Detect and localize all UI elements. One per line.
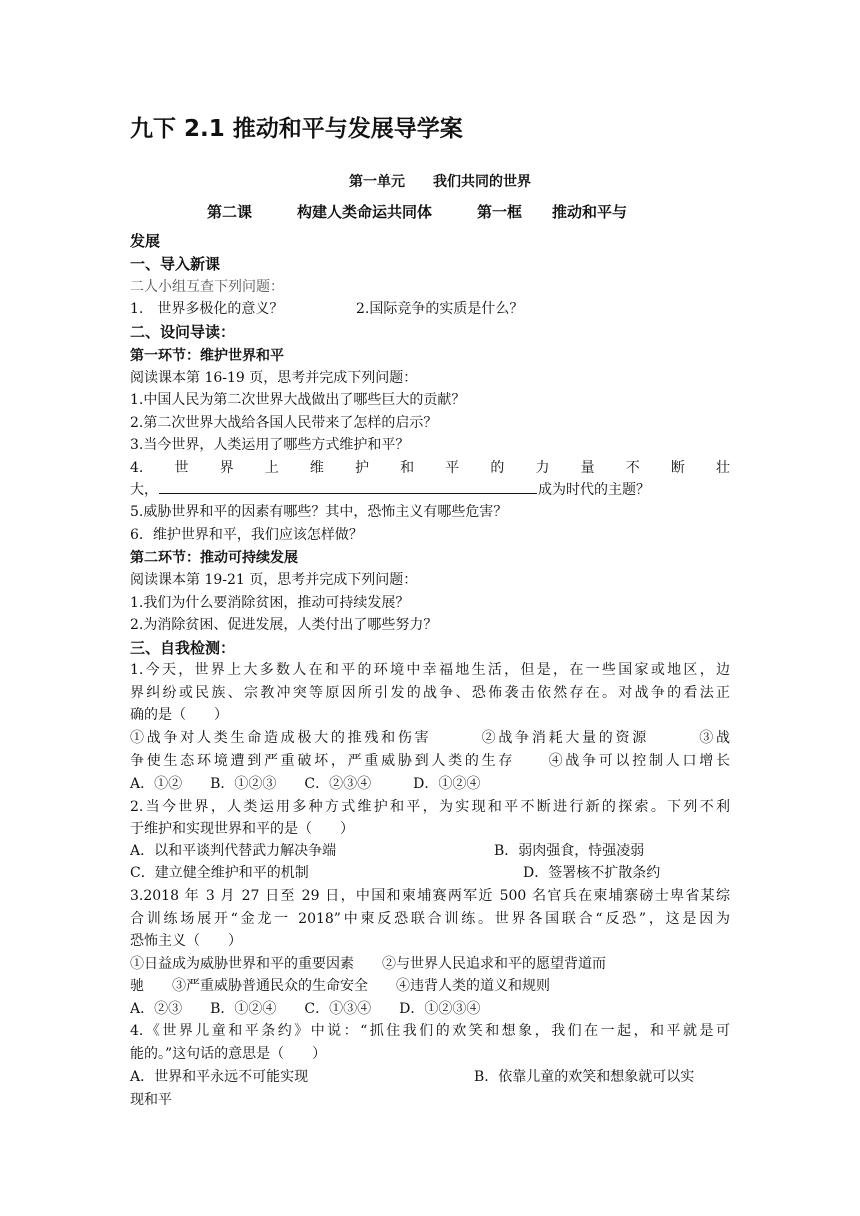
part1-q4-cont [130,479,730,501]
answer-blank[interactable] [159,479,537,494]
test-q3-line3: 恐怖主义（ ） [130,933,242,949]
test-q1-line2: 界纠纷或民族、宗教冲突等原因所引发的战争、恐佈袭击依然存在。对战争的看法正 [130,685,730,701]
test-q2-line2: 于维护和实现世界和平的是（ ） [130,821,354,837]
part1-q5: 5.威胁世界和平的因素有哪些？其中，恐怖主义有哪些危害？ [130,504,508,520]
document-title: 九下 2.1 推动和平与发展导学案 [130,116,463,142]
test-q1-choices: A．①② B．①②③ C．②③④ D．①②④ [130,776,481,792]
test-q4-option-b: B．依靠儿童的欢笑和想象就可以实 [474,1069,695,1085]
part2-q1: 1.我们为什么要消除贫困，推动可持续发展？ [130,595,410,611]
test-q2-option-d: D．签署核不扩散条约 [523,865,661,881]
part2-q2: 2.为消除贫困、促进发展，人类付出了哪些努力？ [130,617,438,633]
section1-heading: 一、导入新课 [130,255,221,273]
part1-q4-post: 成为时代的主题？ [538,482,650,498]
part1-intro: 阅读课本第 16-19 页，思考并完成下列问题： [130,370,418,386]
test-q3-choices: A．②③ B．①②④ C．①③④ D．①②③④ [130,1001,481,1017]
test-q1-line1: 1.今天，世界上大多数人在和平的环境中幸福地生活，但是，在一些国家或地区，边 [130,662,730,678]
part1-q1: 1.中国人民为第二次世界大战做出了哪些巨大的贡献？ [130,392,466,408]
section2-heading: 二、设问导读： [130,323,236,341]
part1-q2: 2.第二次世界大战给各国人民带来了怎样的启示？ [130,415,438,431]
part1-q4-pre: 大， [130,482,158,498]
section1-instruction: 二人小组互查下列问题： [130,279,284,295]
part1-q3: 3.当今世界，人类运用了哪些方式维护和平？ [130,437,410,453]
test-q4-option-a: A．世界和平永远不可能实现 [130,1069,309,1085]
test-q1-options-2: 争使生态环境遭到严重破坏，严重威胁到人类的生存 ④战争可以控制人口增长 [130,753,730,769]
test-q4-line1: 4.《世界儿童和平条约》中说：“抓住我们的欢笑和想象，我们在一起，和平就是可 [130,1023,730,1039]
test-q3-line1: 3.2018 年 3 月 27 日至 29 日，中国和柬埔赛两军近 500 名官兵在柬埔寨磅士卑省某综 [130,888,730,904]
test-q3-line2: 合训练场展开“金龙一 2018”中柬反恐联合训练。世界各国联合“反恐”，这是因为 [130,911,730,927]
lesson-heading-cont: 发展 [130,232,161,250]
test-q4-line2: 能的。”这句话的意思是（ ） [130,1046,327,1062]
part1-q4: 4. 世 界 上 维 护 和 平 的 力 量 不 断 壮 [130,460,730,476]
part2-intro: 阅读课本第 19-21 页，思考并完成下列问题： [130,572,418,588]
section1-q2: 2.国际竞争的实质是什么？ [356,301,524,317]
section1-q1: 1. 世界多极化的意义？ [130,301,284,317]
section3-heading: 三、自我检测： [130,639,236,657]
test-q1-options-1: ①战争对人类生命造成极大的推残和伤害 ②战争消耗大量的资源 ③战 [130,730,730,746]
test-q2-option-a: A．以和平谈判代替武力解决争端 [130,843,337,859]
test-q2-line1: 2.当今世界，人类运用多种方式维护和平，为实现和平不断进行新的探索。下列不利 [130,799,730,815]
test-q3-options-2: 驰 ③严重威胁普通民众的生命安全 ④违背人类的道义和规则 [130,978,550,994]
unit-heading: 第一单元 我们共同的世界 [349,174,531,190]
test-q2-option-c: C．建立健全维护和平的机制 [130,865,309,881]
part1-q6: 6．维护世界和平，我们应该怎样做？ [130,527,363,543]
test-q4-option-b-cont: 现和平 [130,1092,172,1108]
test-q3-options-1: ①日益成为威胁世界和平的重要因素 ②与世界人民追求和平的愿望背道而 [130,956,606,972]
lesson-heading: 第二课 构建人类命运共同体 第一框 推动和平与 [207,203,628,221]
test-q1-line3: 确的是（ ） [130,707,228,723]
part1-heading: 第一环节：维护世界和平 [130,348,284,364]
part2-heading: 第二环节：推动可持续发展 [130,550,298,566]
test-q2-option-b: B．弱肉强食，恃强凌弱 [494,843,645,859]
